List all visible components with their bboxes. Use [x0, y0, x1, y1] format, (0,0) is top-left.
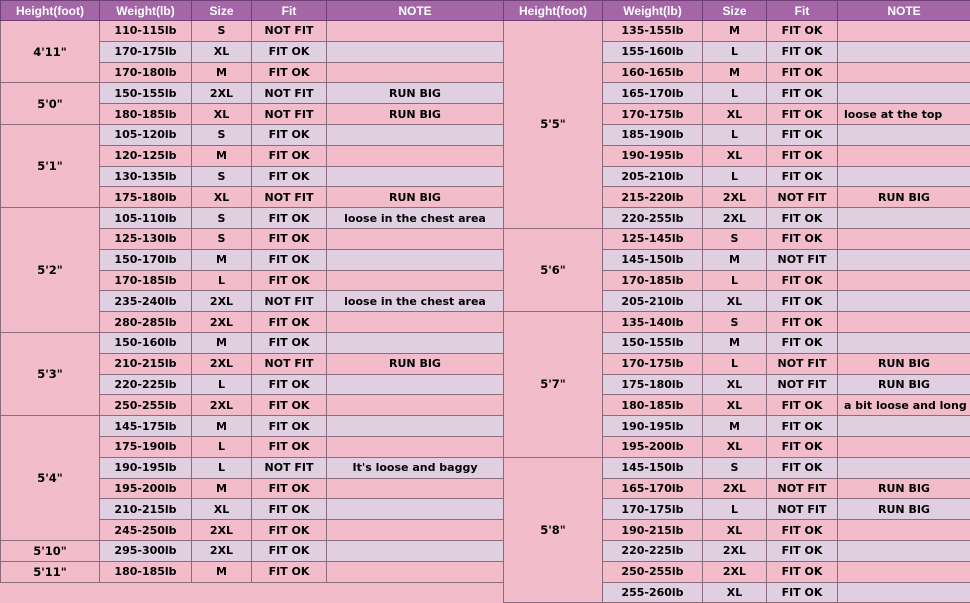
weight-cell: 220-255lb — [603, 208, 703, 229]
size-cell: M — [192, 62, 252, 83]
weight-cell: 190-195lb — [603, 145, 703, 166]
note-cell — [327, 249, 504, 270]
fit-cell: NOT FIT — [252, 353, 327, 374]
fit-cell: NOT FIT — [252, 21, 327, 42]
note-cell — [838, 249, 970, 270]
weight-cell: 250-255lb — [100, 395, 192, 416]
height-cell: 5'5" — [504, 21, 603, 229]
fit-cell: FIT OK — [767, 540, 838, 561]
note-cell: loose in the chest area — [327, 291, 504, 312]
size-cell: 2XL — [703, 187, 767, 208]
note-cell — [327, 124, 504, 145]
note-cell — [327, 145, 504, 166]
note-cell — [327, 374, 504, 395]
note-cell — [327, 21, 504, 42]
fit-cell: FIT OK — [767, 332, 838, 353]
size-cell: S — [192, 208, 252, 229]
note-cell — [838, 62, 970, 83]
height-cell: 5'11" — [1, 561, 100, 582]
height-cell: 5'10" — [1, 540, 100, 561]
note-cell — [327, 520, 504, 541]
size-cell: L — [703, 270, 767, 291]
weight-cell: 220-225lb — [603, 540, 703, 561]
fit-cell: FIT OK — [252, 332, 327, 353]
size-cell: S — [703, 312, 767, 333]
left-table-body — [1, 21, 504, 583]
fit-cell: NOT FIT — [252, 83, 327, 104]
fit-cell: FIT OK — [767, 270, 838, 291]
note-cell: It's loose and baggy — [327, 457, 504, 478]
size-cell: L — [703, 353, 767, 374]
weight-cell: 190-215lb — [603, 520, 703, 541]
weight-cell: 125-130lb — [100, 228, 192, 249]
table-row — [1, 124, 504, 145]
note-cell — [327, 270, 504, 291]
note-cell — [838, 166, 970, 187]
height-cell: 5'2" — [1, 208, 100, 333]
weight-cell: 205-210lb — [603, 291, 703, 312]
weight-cell: 170-175lb — [603, 104, 703, 125]
header-note: NOTE — [327, 1, 504, 21]
fit-cell: FIT OK — [767, 561, 838, 582]
note-cell — [838, 332, 970, 353]
size-cell: L — [703, 124, 767, 145]
fit-cell: FIT OK — [767, 62, 838, 83]
weight-cell: 150-155lb — [603, 332, 703, 353]
size-cell: 2XL — [703, 478, 767, 499]
fit-cell: FIT OK — [767, 582, 838, 603]
fit-cell: FIT OK — [767, 520, 838, 541]
height-cell: 5'3" — [1, 332, 100, 415]
weight-cell: 145-175lb — [100, 416, 192, 437]
size-cell: M — [703, 332, 767, 353]
weight-cell: 125-145lb — [603, 228, 703, 249]
header-fit: Fit — [252, 1, 327, 21]
weight-cell: 105-120lb — [100, 124, 192, 145]
note-cell — [838, 291, 970, 312]
size-chart-right — [503, 0, 970, 603]
fit-cell: FIT OK — [767, 228, 838, 249]
note-cell — [838, 124, 970, 145]
note-cell — [327, 540, 504, 561]
weight-cell: 170-180lb — [100, 62, 192, 83]
fit-cell: FIT OK — [767, 41, 838, 62]
size-cell: XL — [192, 104, 252, 125]
weight-cell: 180-185lb — [603, 395, 703, 416]
size-cell: 2XL — [192, 312, 252, 333]
note-cell: RUN BIG — [838, 478, 970, 499]
size-cell: M — [703, 21, 767, 42]
header-note: NOTE — [838, 1, 970, 21]
weight-cell: 155-160lb — [603, 41, 703, 62]
size-cell: XL — [703, 374, 767, 395]
height-cell: 5'7" — [504, 312, 603, 458]
fit-cell: FIT OK — [767, 208, 838, 229]
fit-cell: FIT OK — [252, 62, 327, 83]
fit-cell: NOT FIT — [767, 187, 838, 208]
weight-cell: 135-140lb — [603, 312, 703, 333]
header-weight: Weight(lb) — [603, 1, 703, 21]
size-cell: 2XL — [703, 561, 767, 582]
header-height: Height(foot) — [504, 1, 603, 21]
size-cell: XL — [703, 582, 767, 603]
fit-cell: NOT FIT — [767, 499, 838, 520]
fit-cell: FIT OK — [252, 561, 327, 582]
weight-cell: 195-200lb — [603, 436, 703, 457]
size-cell: 2XL — [192, 540, 252, 561]
fit-cell: FIT OK — [767, 166, 838, 187]
size-cell: M — [703, 249, 767, 270]
weight-cell: 170-175lb — [603, 353, 703, 374]
table-row — [504, 228, 970, 249]
weight-cell: 145-150lb — [603, 457, 703, 478]
size-cell: XL — [192, 187, 252, 208]
height-cell: 4'11" — [1, 21, 100, 83]
weight-cell: 195-200lb — [100, 478, 192, 499]
note-cell: RUN BIG — [838, 499, 970, 520]
weight-cell: 150-170lb — [100, 249, 192, 270]
note-cell — [327, 166, 504, 187]
size-cell: XL — [192, 41, 252, 62]
height-cell: 5'6" — [504, 228, 603, 311]
weight-cell: 210-215lb — [100, 353, 192, 374]
fit-cell: FIT OK — [252, 478, 327, 499]
size-cell: M — [703, 416, 767, 437]
note-cell — [327, 62, 504, 83]
note-cell — [838, 312, 970, 333]
note-cell: loose at the top — [838, 104, 970, 125]
fit-cell: FIT OK — [252, 416, 327, 437]
size-cell: XL — [703, 520, 767, 541]
size-cell: L — [703, 166, 767, 187]
note-cell — [327, 561, 504, 582]
size-cell: S — [192, 166, 252, 187]
note-cell — [327, 312, 504, 333]
note-cell — [327, 41, 504, 62]
fit-cell: NOT FIT — [767, 353, 838, 374]
size-cell: 2XL — [192, 520, 252, 541]
weight-cell: 190-195lb — [100, 457, 192, 478]
weight-cell: 180-185lb — [100, 104, 192, 125]
table-row — [504, 312, 970, 333]
note-cell: a bit loose and long — [838, 395, 970, 416]
fit-cell: NOT FIT — [767, 374, 838, 395]
weight-cell: 150-155lb — [100, 83, 192, 104]
table-row — [1, 21, 504, 42]
height-cell: 5'1" — [1, 124, 100, 207]
header-row — [504, 1, 970, 21]
table-row — [1, 561, 504, 582]
note-cell — [838, 270, 970, 291]
size-cell: M — [192, 561, 252, 582]
note-cell — [327, 228, 504, 249]
note-cell — [838, 83, 970, 104]
fit-cell: FIT OK — [767, 457, 838, 478]
fit-cell: FIT OK — [252, 499, 327, 520]
weight-cell: 165-170lb — [603, 83, 703, 104]
size-cell: 2XL — [192, 395, 252, 416]
fit-cell: FIT OK — [252, 41, 327, 62]
fit-cell: NOT FIT — [252, 104, 327, 125]
weight-cell: 130-135lb — [100, 166, 192, 187]
fit-cell: FIT OK — [252, 249, 327, 270]
weight-cell: 175-180lb — [603, 374, 703, 395]
weight-cell: 220-225lb — [100, 374, 192, 395]
table-row — [1, 540, 504, 561]
size-cell: S — [192, 124, 252, 145]
note-cell — [838, 21, 970, 42]
size-cell: M — [192, 249, 252, 270]
note-cell: RUN BIG — [327, 104, 504, 125]
fit-cell: FIT OK — [767, 395, 838, 416]
right-table-body — [504, 21, 970, 603]
size-cell: M — [192, 478, 252, 499]
fit-cell: FIT OK — [767, 104, 838, 125]
note-cell — [838, 457, 970, 478]
note-cell — [327, 395, 504, 416]
weight-cell: 170-185lb — [603, 270, 703, 291]
size-cell: L — [703, 41, 767, 62]
note-cell — [838, 145, 970, 166]
size-cell: XL — [703, 291, 767, 312]
note-cell — [327, 436, 504, 457]
note-cell — [838, 436, 970, 457]
weight-cell: 145-150lb — [603, 249, 703, 270]
weight-cell: 235-240lb — [100, 291, 192, 312]
size-cell: XL — [703, 395, 767, 416]
size-cell: L — [192, 374, 252, 395]
fit-cell: FIT OK — [767, 83, 838, 104]
note-cell — [838, 416, 970, 437]
weight-cell: 210-215lb — [100, 499, 192, 520]
header-size: Size — [703, 1, 767, 21]
weight-cell: 250-255lb — [603, 561, 703, 582]
fit-cell: NOT FIT — [252, 291, 327, 312]
note-cell: RUN BIG — [838, 353, 970, 374]
size-cell: S — [703, 228, 767, 249]
height-cell: 5'8" — [504, 457, 603, 603]
weight-cell: 295-300lb — [100, 540, 192, 561]
note-cell — [327, 416, 504, 437]
fit-cell: FIT OK — [767, 291, 838, 312]
note-cell — [327, 332, 504, 353]
size-cell: S — [703, 457, 767, 478]
fit-cell: NOT FIT — [767, 478, 838, 499]
note-cell: RUN BIG — [838, 374, 970, 395]
weight-cell: 175-190lb — [100, 436, 192, 457]
size-cell: XL — [192, 499, 252, 520]
weight-cell: 110-115lb — [100, 21, 192, 42]
table-row — [1, 416, 504, 437]
fit-cell: NOT FIT — [252, 187, 327, 208]
table-row — [504, 457, 970, 478]
header-size: Size — [192, 1, 252, 21]
size-cell: L — [703, 499, 767, 520]
note-cell — [838, 208, 970, 229]
fit-cell: FIT OK — [252, 228, 327, 249]
size-cell: S — [192, 228, 252, 249]
size-cell: 2XL — [192, 353, 252, 374]
height-cell: 5'4" — [1, 416, 100, 541]
table-row — [504, 21, 970, 42]
size-cell: 2XL — [703, 540, 767, 561]
weight-cell: 255-260lb — [603, 582, 703, 603]
weight-cell: 180-185lb — [100, 561, 192, 582]
fit-cell: FIT OK — [767, 312, 838, 333]
fit-cell: FIT OK — [252, 312, 327, 333]
note-cell: RUN BIG — [838, 187, 970, 208]
size-cell: 2XL — [703, 208, 767, 229]
header-row — [1, 1, 504, 21]
fit-cell: FIT OK — [767, 21, 838, 42]
fit-cell: FIT OK — [767, 416, 838, 437]
fit-cell: NOT FIT — [767, 249, 838, 270]
note-cell: RUN BIG — [327, 187, 504, 208]
weight-cell: 175-180lb — [100, 187, 192, 208]
weight-cell: 170-175lb — [100, 41, 192, 62]
weight-cell: 215-220lb — [603, 187, 703, 208]
size-cell: L — [703, 83, 767, 104]
fit-cell: FIT OK — [252, 124, 327, 145]
size-cell: XL — [703, 436, 767, 457]
weight-cell: 190-195lb — [603, 416, 703, 437]
size-cell: L — [192, 270, 252, 291]
weight-cell: 245-250lb — [100, 520, 192, 541]
size-cell: L — [192, 436, 252, 457]
fit-cell: FIT OK — [252, 145, 327, 166]
size-cell: XL — [703, 145, 767, 166]
fit-cell: FIT OK — [252, 540, 327, 561]
fit-cell: FIT OK — [252, 520, 327, 541]
weight-cell: 170-175lb — [603, 499, 703, 520]
size-cell: 2XL — [192, 291, 252, 312]
weight-cell: 105-110lb — [100, 208, 192, 229]
table-row — [1, 83, 504, 104]
weight-cell: 185-190lb — [603, 124, 703, 145]
fit-cell: FIT OK — [767, 145, 838, 166]
weight-cell: 165-170lb — [603, 478, 703, 499]
size-cell: S — [192, 21, 252, 42]
note-cell — [838, 540, 970, 561]
table-row — [1, 208, 504, 229]
fit-cell: FIT OK — [252, 270, 327, 291]
size-cell: M — [192, 145, 252, 166]
size-cell: M — [703, 62, 767, 83]
fit-cell: FIT OK — [252, 166, 327, 187]
size-cell: L — [192, 457, 252, 478]
note-cell: RUN BIG — [327, 83, 504, 104]
fit-cell: FIT OK — [252, 395, 327, 416]
size-cell: 2XL — [192, 83, 252, 104]
header-weight: Weight(lb) — [100, 1, 192, 21]
weight-cell: 135-155lb — [603, 21, 703, 42]
size-cell: XL — [703, 104, 767, 125]
note-cell — [838, 520, 970, 541]
table-row — [1, 332, 504, 353]
note-cell — [838, 41, 970, 62]
weight-cell: 170-185lb — [100, 270, 192, 291]
fit-cell: FIT OK — [767, 436, 838, 457]
note-cell — [327, 499, 504, 520]
height-cell: 5'0" — [1, 83, 100, 125]
fit-cell: FIT OK — [252, 374, 327, 395]
fit-cell: FIT OK — [252, 436, 327, 457]
weight-cell: 120-125lb — [100, 145, 192, 166]
weight-cell: 280-285lb — [100, 312, 192, 333]
note-cell: loose in the chest area — [327, 208, 504, 229]
weight-cell: 205-210lb — [603, 166, 703, 187]
note-cell — [838, 228, 970, 249]
header-fit: Fit — [767, 1, 838, 21]
size-cell: M — [192, 416, 252, 437]
weight-cell: 150-160lb — [100, 332, 192, 353]
fit-cell: NOT FIT — [252, 457, 327, 478]
header-height: Height(foot) — [1, 1, 100, 21]
weight-cell: 160-165lb — [603, 62, 703, 83]
note-cell — [838, 561, 970, 582]
size-cell: M — [192, 332, 252, 353]
note-cell — [327, 478, 504, 499]
fit-cell: FIT OK — [252, 208, 327, 229]
fit-cell: FIT OK — [767, 124, 838, 145]
note-cell: RUN BIG — [327, 353, 504, 374]
